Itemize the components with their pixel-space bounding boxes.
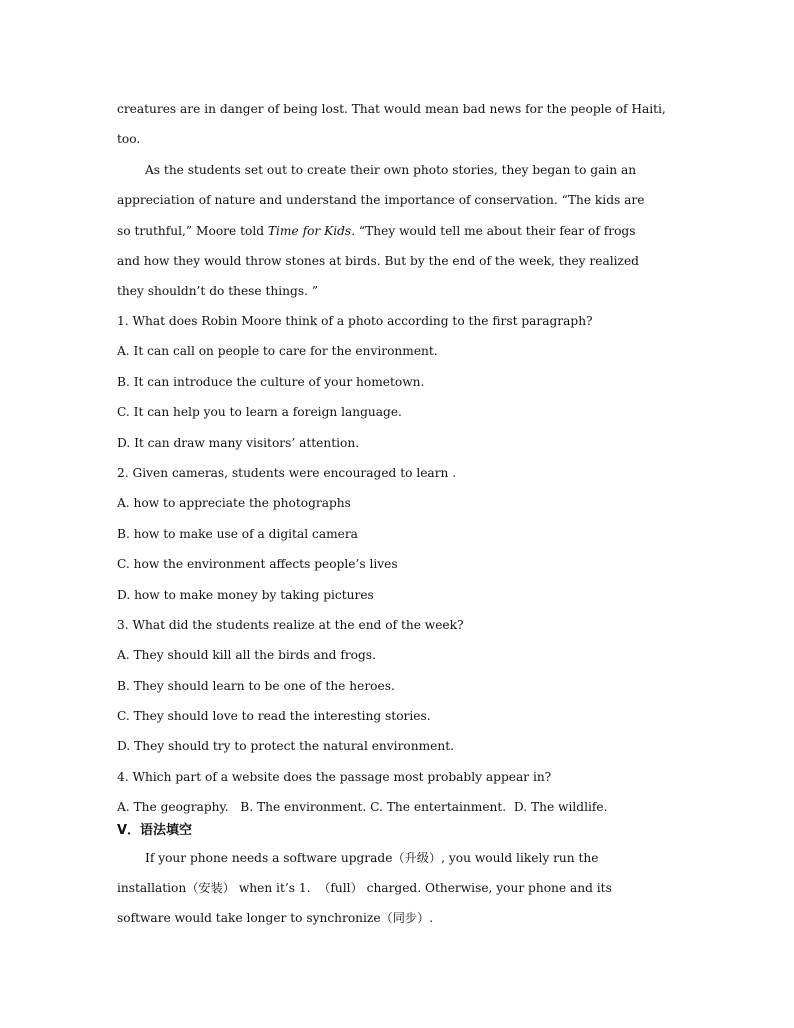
passage-line: and how they would throw stones at birds. But by the end of the week, they realized xyxy=(117,254,639,268)
passage-line: appreciation of nature and understand the importance of conservation. “The kids are xyxy=(117,193,645,207)
question-option: D. It can draw many visitors’ attention. xyxy=(117,436,360,450)
question-option: C. It can help you to learn a foreign language. xyxy=(117,405,402,419)
magazine-title: Time for Kids xyxy=(267,224,352,238)
question-option: D. how to make money by taking pictures xyxy=(117,588,374,602)
section-text: software would take longer to synchronize（同步）. xyxy=(117,911,434,925)
question-option: C. They should love to read the interesting stories. xyxy=(117,709,431,723)
passage-line: creatures are in danger of being lost. That would mean bad news for the people of Haiti, xyxy=(117,102,666,116)
question-option: A. how to appreciate the photographs xyxy=(117,496,351,510)
question-stem: 1. What does Robin Moore think of a photo according to the first paragraph? xyxy=(117,314,593,328)
passage-line: they shouldn’t do these things. ” xyxy=(117,284,319,298)
passage-text: so truthful,” Moore told xyxy=(117,224,268,238)
passage-line: too. xyxy=(117,132,141,146)
passage-line: As the students set out to create their own photo stories, they began to gain an xyxy=(145,163,637,177)
question-option: B. how to make use of a digital camera xyxy=(117,527,358,541)
section-text: If your phone needs a software upgrade（升级）, you would likely run the xyxy=(145,851,599,865)
section-text: installation（安装） when it’s 1. （full） charged. Otherwise, your phone and its xyxy=(117,881,612,895)
passage-text: . “They would tell me about their fear of frogs xyxy=(351,224,636,238)
question-stem: 2. Given cameras, students were encouraged to learn . xyxy=(117,466,457,480)
question-option: B. It can introduce the culture of your hometown. xyxy=(117,375,425,389)
passage-line xyxy=(117,223,677,239)
question-option: C. how the environment affects people’s lives xyxy=(117,557,398,571)
section-heading: V．语法填空 xyxy=(117,823,193,838)
question-option: A. It can call on people to care for the environment. xyxy=(117,344,438,358)
question-stem: 4. Which part of a website does the passage most probably appear in? xyxy=(117,770,552,784)
question-option: B. They should learn to be one of the heroes. xyxy=(117,679,395,693)
question-options-inline: A. The geography. B. The environment. C. The entertainment. D. The wildlife. xyxy=(117,800,608,814)
question-option: A. They should kill all the birds and frogs. xyxy=(117,648,376,662)
question-stem: 3. What did the students realize at the end of the week? xyxy=(117,618,464,632)
question-option: D. They should try to protect the natural environment. xyxy=(117,739,454,753)
